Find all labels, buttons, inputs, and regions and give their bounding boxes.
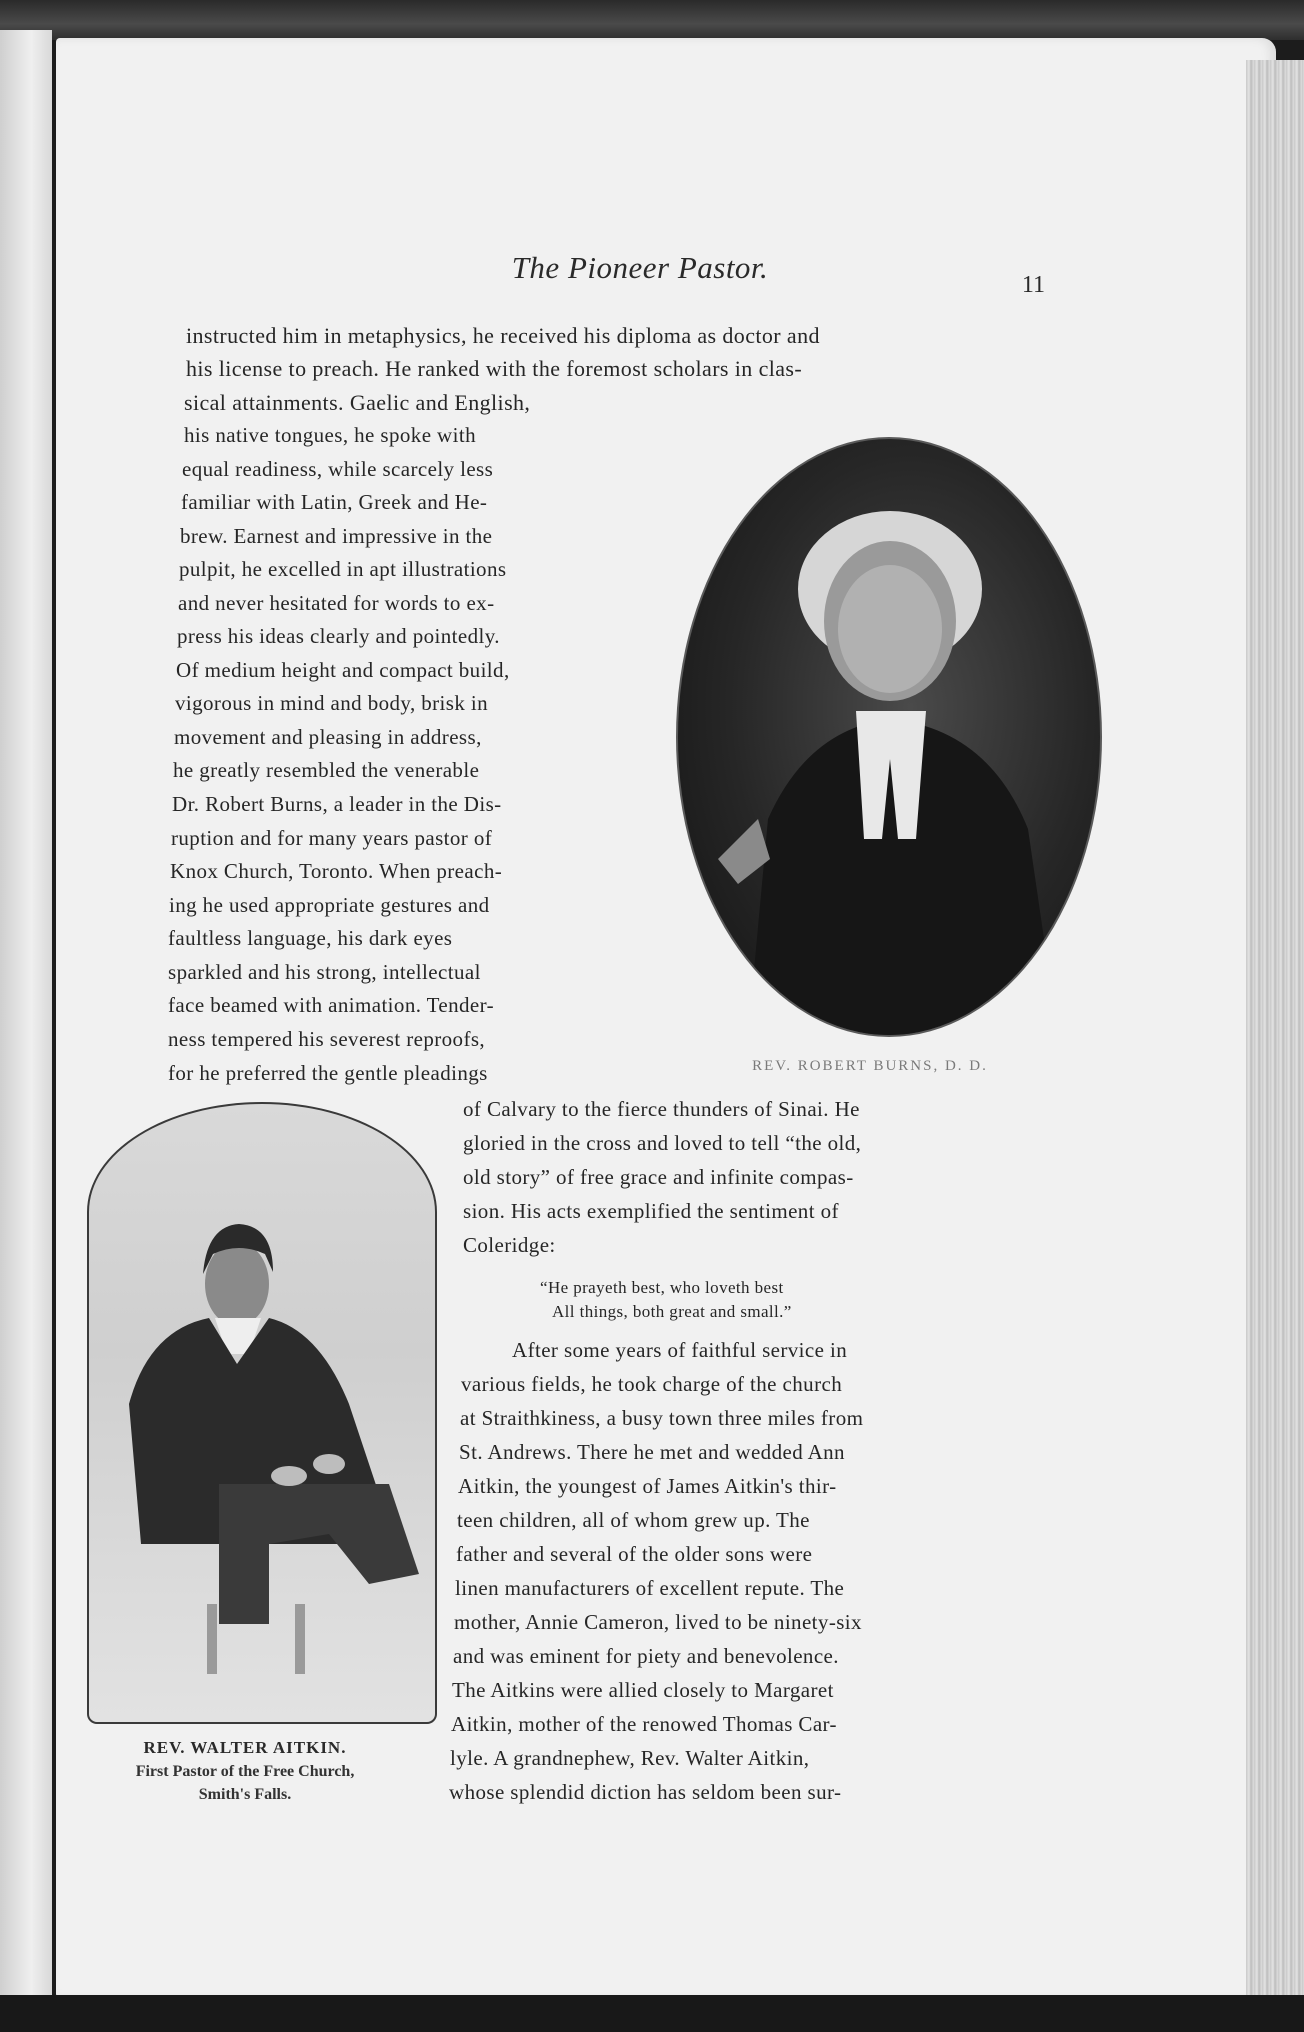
body-line: After some years of faithful service in [512, 1338, 848, 1362]
facing-page-edge [0, 30, 52, 2005]
body-line: sparkled and his strong, intellectual [168, 960, 481, 984]
body-line: whose splendid diction has seldom been sur- [449, 1780, 842, 1804]
portrait-walter-aitkin [87, 1102, 437, 1724]
body-line: Coleridge: [463, 1233, 556, 1257]
running-title: The Pioneer Pastor. [511, 250, 769, 285]
caption-robert-burns: REV. ROBERT BURNS, D. D. [752, 1058, 988, 1074]
body-line: ness tempered his severest reproofs, [168, 1027, 486, 1051]
body-line: face beamed with animation. Tender- [168, 993, 495, 1017]
body-line: press his ideas clearly and pointedly. [177, 624, 500, 648]
body-line: his native tongues, he spoke with [184, 423, 476, 447]
body-line: ruption and for many years pastor of [171, 826, 493, 850]
scan-top-border [0, 0, 1304, 40]
body-line: old story” of free grace and infinite compas- [463, 1165, 854, 1189]
body-line: familiar with Latin, Greek and He- [181, 490, 488, 514]
body-line: The Aitkins were allied closely to Margaret [452, 1678, 834, 1702]
body-line: and was eminent for piety and benevolence. [453, 1644, 839, 1668]
body-line: sical attainments. Gaelic and English, [184, 390, 531, 415]
body-line: vigorous in mind and body, brisk in [175, 691, 489, 715]
body-line: his license to preach. He ranked with the foremost scholars in clas- [186, 356, 803, 381]
body-line: equal readiness, while scarcely less [182, 457, 494, 481]
body-line: various fields, he took charge of the church [461, 1372, 843, 1396]
portrait-robert-burns [676, 437, 1102, 1037]
body-line: lyle. A grandnephew, Rev. Walter Aitkin, [450, 1746, 810, 1770]
caption-walter-aitkin-name: REV. WALTER AITKIN. [143, 1738, 347, 1757]
body-line: Aitkin, mother of the renowed Thomas Car- [451, 1712, 837, 1736]
body-line: of Calvary to the fierce thunders of Sinai. He [463, 1097, 860, 1121]
caption-walter-aitkin-line1: First Pastor of the Free Church, [135, 1763, 355, 1780]
page-stack-edge [1246, 60, 1304, 1995]
body-line: mother, Annie Cameron, lived to be ninety-six [454, 1610, 862, 1634]
body-line: father and several of the older sons were [456, 1542, 813, 1566]
body-line: at Straithkiness, a busy town three miles from [460, 1406, 864, 1430]
body-line: Aitkin, the youngest of James Aitkin's thir- [458, 1474, 837, 1498]
body-line: St. Andrews. There he met and wedded Ann [459, 1440, 845, 1464]
portrait-walter-aitkin-figure [89, 1104, 435, 1722]
body-line: movement and pleasing in address, [174, 725, 482, 749]
portrait-robert-burns-figure [678, 439, 1100, 1035]
scan-bottom-border [0, 1995, 1304, 2032]
body-line: sion. His acts exemplified the sentiment of [463, 1199, 839, 1223]
quote-line: All things, both great and small.” [552, 1302, 792, 1321]
body-line: he greatly resembled the venerable [173, 758, 480, 782]
body-line: Dr. Robert Burns, a leader in the Dis- [172, 792, 502, 816]
body-line: and never hesitated for words to ex- [178, 591, 495, 615]
body-line: ing he used appropriate gestures and [169, 893, 490, 917]
body-line: linen manufacturers of excellent repute. The [455, 1576, 845, 1600]
body-line: for he preferred the gentle pleadings [168, 1061, 488, 1085]
body-line: faultless language, his dark eyes [168, 926, 453, 950]
body-line: brew. Earnest and impressive in the [180, 524, 493, 548]
body-line: teen children, all of whom grew up. The [457, 1508, 810, 1532]
caption-walter-aitkin-line2: Smith's Falls. [198, 1786, 292, 1803]
body-line: instructed him in metaphysics, he received his diploma as doctor and [186, 323, 820, 348]
page-number: 11 [1021, 272, 1045, 298]
body-line: pulpit, he excelled in apt illustrations [179, 557, 507, 581]
body-line: gloried in the cross and loved to tell “the old, [463, 1131, 862, 1155]
body-line: Knox Church, Toronto. When preach- [170, 859, 503, 883]
body-line: Of medium height and compact build, [176, 658, 510, 682]
quote-line: “He prayeth best, who loveth best [540, 1278, 784, 1297]
